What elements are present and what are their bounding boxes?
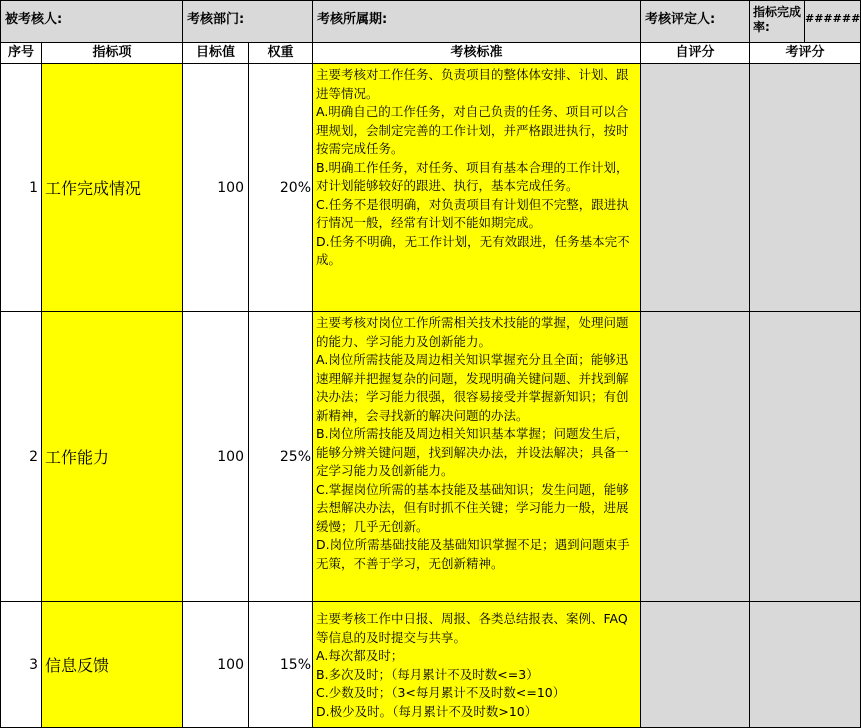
row1-criteria-intro: 主要考核对工作任务、负责项目的整体体安排、计划、跟进等情况。 bbox=[316, 67, 629, 101]
col-weight-header: 权重 bbox=[249, 43, 313, 64]
row2-criteria-a: A.岗位所需技能及周边相关知识掌握充分且全面；能够迅速理解并把握复杂的问题，发现明确关键问题、并找到解决办法；学习能力很强，很容易接受并掌握新知识；有创新精神，会寻找新的解决问题的办法。 bbox=[316, 352, 629, 423]
period-label: 考核所属期: bbox=[317, 12, 388, 27]
row2-criteria-d: D.岗位所需基础技能及基础知识掌握不足；遇到问题束手无策，不善于学习，无创新精神。 bbox=[316, 537, 630, 571]
row3-seq: 3 bbox=[0, 602, 42, 728]
department-label: 考核部门: bbox=[187, 12, 245, 27]
completion-value: ###### bbox=[805, 12, 861, 25]
col-review-score-header: 考评分 bbox=[750, 43, 861, 64]
row3-criteria-a: A.每次都及时； bbox=[316, 648, 404, 663]
row2-weight: 25% bbox=[249, 312, 313, 602]
department-label-cell[interactable] bbox=[183, 0, 313, 43]
assessee-label: 被考核人: bbox=[5, 12, 63, 27]
row1-criteria-a: A.明确自己的工作任务，对自己负责的任务、项目可以合理规划，会制定完善的工作计划，并严格跟进执行，按时按需完成任务。 bbox=[316, 104, 629, 156]
col-item-header: 指标项 bbox=[42, 43, 183, 64]
row1-criteria-d: D.任务不明确，无工作计划，无有效跟进，任务基本完不成。 bbox=[316, 233, 630, 267]
row3-criteria-c: C.少数及时；（3<每月累计不及时数<=10） bbox=[316, 685, 566, 700]
row2-item: 工作能力 bbox=[42, 312, 183, 602]
row3-self-score[interactable] bbox=[641, 602, 750, 728]
row3-weight: 15% bbox=[249, 602, 313, 728]
row2-criteria-intro: 主要考核对岗位工作所需相关技术技能的掌握，处理问题的能力、学习能力及创新能力。 bbox=[316, 315, 629, 349]
row1-item: 工作完成情况 bbox=[42, 64, 183, 312]
row1-weight: 20% bbox=[249, 64, 313, 312]
period-label-cell[interactable] bbox=[313, 0, 641, 43]
row3-criteria-intro: 主要考核工作中日报、周报、各类总结报表、案例、FAQ等信息的及时提交与共享。 bbox=[316, 611, 628, 645]
row3-item: 信息反馈 bbox=[42, 602, 183, 728]
row2-target: 100 bbox=[183, 312, 249, 602]
row3-criteria-d: D.极少及时。（每月累计不及时数>10） bbox=[316, 703, 538, 719]
assessee-label-cell[interactable] bbox=[0, 0, 183, 43]
row1-target: 100 bbox=[183, 64, 249, 312]
evaluator-label-cell[interactable] bbox=[641, 0, 750, 43]
row1-criteria-c: C.任务不是很明确，对负责项目有计划但不完整，跟进执行情况一般，经常有计划不能如期完成。 bbox=[316, 196, 629, 230]
row2-seq: 2 bbox=[0, 312, 42, 602]
col-target-header: 目标值 bbox=[183, 43, 249, 64]
row1-criteria bbox=[313, 64, 641, 312]
row3-review-score[interactable] bbox=[750, 602, 861, 728]
row1-criteria-b: B.明确工作任务，对任务、项目有基本合理的工作计划，对计划能够较好的跟进、执行，基本完成任务。 bbox=[316, 159, 629, 193]
row3-criteria-b: B.多次及时；（每月累计不及时数<=3） bbox=[316, 666, 539, 682]
completion-value-cell[interactable] bbox=[805, 0, 861, 43]
row3-target: 100 bbox=[183, 602, 249, 728]
completion-label: 指标完成率: bbox=[753, 5, 802, 34]
row2-self-score[interactable] bbox=[641, 312, 750, 602]
row2-criteria-b: B.岗位所需技能及周边相关知识基本掌握；问题发生后，能够分辨关键问题，找到解决办法，并设法解决；具备一定学习能力及创新能力。 bbox=[316, 426, 629, 478]
row3-criteria bbox=[313, 602, 641, 728]
completion-label-cell[interactable] bbox=[750, 0, 805, 43]
row1-review-score[interactable] bbox=[750, 64, 861, 312]
evaluator-label: 考核评定人: bbox=[645, 12, 716, 27]
col-criteria-header: 考核标准 bbox=[313, 43, 641, 64]
row2-criteria bbox=[313, 312, 641, 602]
row2-review-score[interactable] bbox=[750, 312, 861, 602]
col-seq-header: 序号 bbox=[0, 43, 42, 64]
row2-criteria-c: C.掌握岗位所需的基本技能及基础知识；发生问题，能够去想解决办法，但有时抓不住关键；学习能力一般，进展缓慢；几乎无创新。 bbox=[316, 481, 629, 534]
row1-seq: 1 bbox=[0, 64, 42, 312]
row1-self-score[interactable] bbox=[641, 64, 750, 312]
col-self-score-header: 自评分 bbox=[641, 43, 750, 64]
